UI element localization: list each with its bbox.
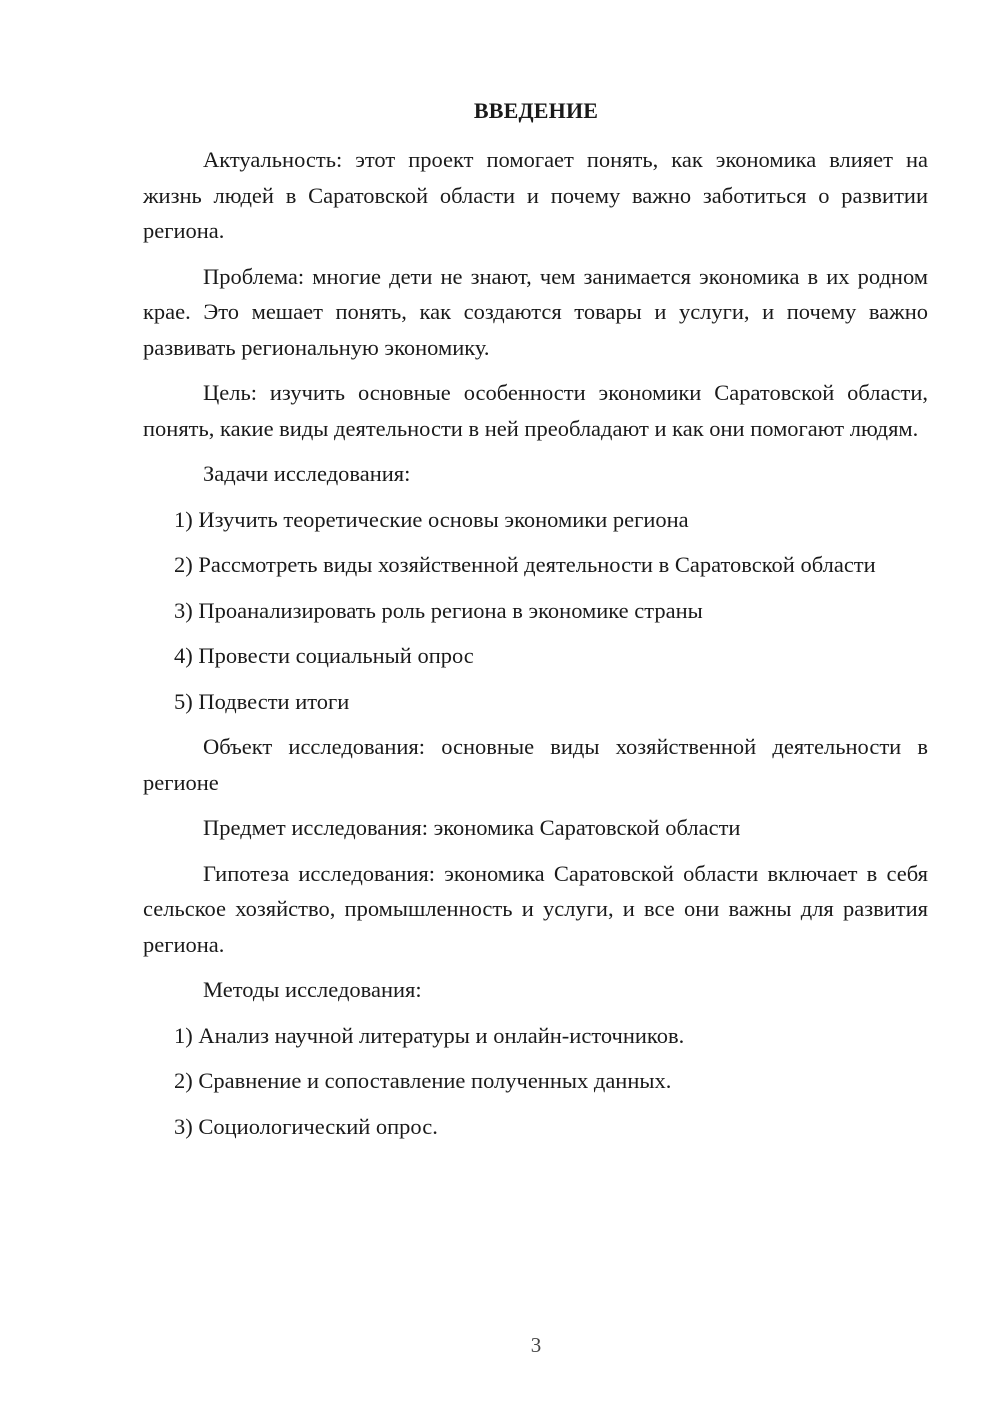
method-item: 3) Социологический опрос. [174, 1113, 438, 1139]
task-item: 1) Изучить теоретические основы экономики региона [174, 506, 689, 532]
method-item: 2) Сравнение и сопоставление полученных данных. [174, 1068, 672, 1093]
subject-paragraph: Предмет исследования: экономика Саратовской области [203, 815, 741, 840]
task-item: 4) Провести социальный опрос [174, 643, 474, 668]
tasks-heading: Задачи исследования: [203, 461, 411, 486]
goal-paragraph: Цель: изучить основные особенности экономики Саратовской области, понять, какие виды деятельности в ней преобладают и как они помогают людям. [143, 380, 928, 441]
page-number: 3 [530, 1333, 542, 1357]
task-item: 5) Подвести итоги [174, 688, 350, 714]
task-item: 3) Проанализировать роль региона в экономике страны [174, 597, 703, 623]
object-paragraph: Объект исследования: основные виды хозяйственной деятельности в регионе [143, 734, 928, 795]
document-body [143, 142, 928, 1154]
hypothesis-paragraph: Гипотеза исследования: экономика Саратовской области включает в себя сельское хозяйство, промышленность и услуги, и все они важны для развития региона. [143, 860, 928, 957]
methods-heading: Методы исследования: [203, 977, 422, 1002]
problem-paragraph: Проблема: многие дети не знают, чем занимается экономика в их родном крае. Это мешает понять, как создаются товары и услуги, и почему важно развивать региональную экономику. [143, 263, 928, 360]
relevance-paragraph: Актуальность: этот проект помогает понять, как экономика влияет на жизнь людей в Саратовской области и почему важно заботиться о развитии региона. [143, 147, 928, 243]
method-item: 1) Анализ научной литературы и онлайн-источников. [174, 1022, 685, 1048]
page-title: ВВЕДЕНИЕ [473, 98, 599, 123]
task-item: 2) Рассмотреть виды хозяйственной деятельности в Саратовской области [174, 552, 876, 577]
